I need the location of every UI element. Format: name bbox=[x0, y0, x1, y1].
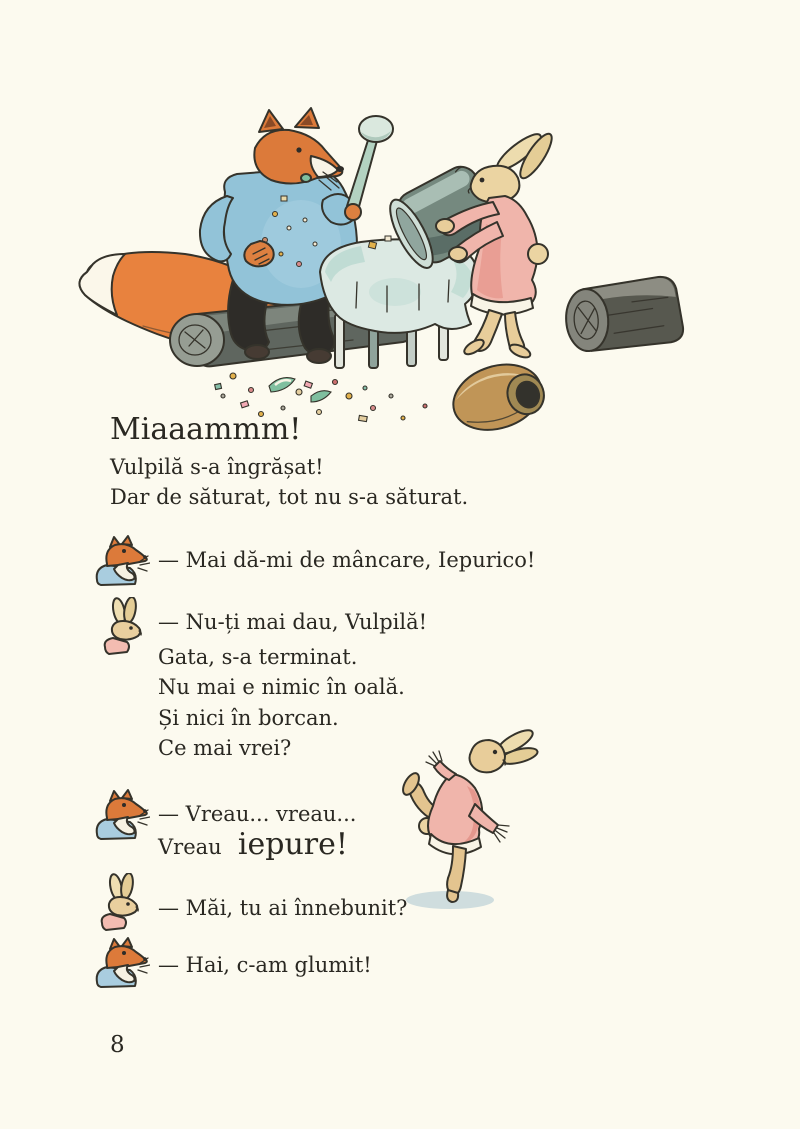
page-number: 8 bbox=[110, 1032, 125, 1058]
dialogue-rabbit-1-line-4: Și nici în borcan. bbox=[158, 706, 339, 730]
fox-hand bbox=[244, 241, 273, 266]
dialogue-rabbit-2: — Măi, tu ai înnebunit? bbox=[158, 896, 408, 920]
fox-head-icon bbox=[92, 534, 150, 586]
intro-line-1: Miaaammm! bbox=[110, 412, 302, 447]
dialogue-rabbit-1-line-3: Nu mai e nimic în oală. bbox=[158, 675, 405, 699]
rabbit-head-icon bbox=[100, 597, 146, 657]
dialogue-rabbit-1-line-1: — Nu-ți mai dau, Vulpilă! bbox=[158, 610, 428, 634]
fox-head-icon bbox=[92, 936, 150, 988]
fox-head-icon bbox=[92, 788, 150, 840]
dialogue-fox-1: — Mai dă-mi de mâncare, Iepurico! bbox=[158, 548, 536, 572]
fallen-jar bbox=[445, 354, 551, 441]
dialogue-fox-2-emphasis: iepure! bbox=[237, 827, 348, 862]
dialogue-rabbit-1-line-2: Gata, s-a terminat. bbox=[158, 645, 358, 669]
fox-head bbox=[254, 108, 344, 190]
dialogue-fox-2-normal: Vreau bbox=[158, 835, 229, 859]
intro-line-2: Vulpilă s-a îngrășat! bbox=[110, 455, 324, 479]
rabbit-head-icon bbox=[97, 873, 143, 933]
log-right bbox=[564, 276, 685, 353]
dialogue-rabbit-1-line-5: Ce mai vrei? bbox=[158, 736, 292, 760]
illustration-fox-and-rabbit bbox=[73, 96, 701, 441]
illustration-dancing-rabbit bbox=[383, 720, 543, 915]
dialogue-fox-2-line-1: — Vreau... vreau... bbox=[158, 802, 357, 826]
dialogue-fox-2-line-2 bbox=[158, 826, 348, 866]
intro-line-3: Dar de săturat, tot nu s-a săturat. bbox=[110, 485, 469, 509]
dialogue-fox-3: — Hai, c-am glumit! bbox=[158, 953, 372, 977]
